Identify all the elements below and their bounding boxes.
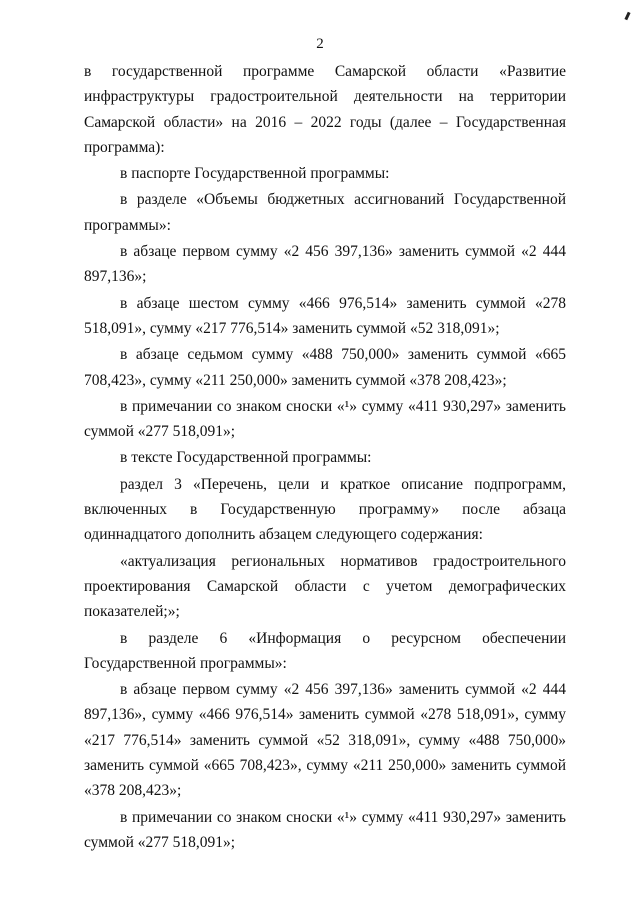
paragraph-seventh-abzac: в абзаце седьмом сумму «488 750,000» заменить суммой «665 708,423», сумму «211 250,000» заменить суммой «378 208,423»;	[84, 346, 566, 389]
paragraph-section-6-footnote: в примечании со знаком сноски «¹» сумму «411 930,297» заменить суммой «277 518,091»;	[84, 808, 566, 851]
paragraph-first-abzac: в абзаце первом сумму «2 456 397,136» заменить суммой «2 444 897,136»;	[84, 243, 566, 286]
paragraph-intro: в государственной программе Самарской области «Развитие инфраструктуры градостроительной деятельности на территории Самарской области» на 2016 – 2022 годы (далее – Государственная программа):	[84, 63, 566, 156]
paragraph-program-text: в тексте Государственной программы:	[120, 449, 372, 467]
paragraph-quote: «актуализация региональных нормативов градостроительного проектирования Самарской области с учетом демографических показателей;»;	[84, 552, 566, 621]
document-body	[84, 59, 566, 855]
paragraph-sixth-abzac: в абзаце шестом сумму «466 976,514» заменить суммой «278 518,091», сумму «217 776,514» заменить суммой «52 318,091»;	[84, 294, 566, 337]
scan-mark	[624, 12, 630, 21]
paragraph-section-6: в разделе 6 «Информация о ресурсном обеспечении Государственной программы»:	[84, 629, 566, 672]
paragraph-passport: в паспорте Государственной программы:	[120, 165, 390, 183]
page-number: 2	[316, 36, 324, 52]
paragraph-section-6-first-abzac: в абзаце первом сумму «2 456 397,136» заменить суммой «2 444 897,136», сумму «466 976,514» заменить суммой «278 518,091», сумму «217 776,514» заменить суммой «52 318,091», сумму «488 750,000» заменить суммой «665 708,423», сумму «211 250,000» заменить суммой «378 208,423»;	[84, 681, 566, 800]
paragraph-footnote-note: в примечании со знаком сноски «¹» сумму «411 930,297» заменить суммой «277 518,091»;	[84, 397, 566, 441]
paragraph-budget-section: в разделе «Объемы бюджетных ассигнований Государственной программы»:	[84, 191, 566, 234]
paragraph-section-3: раздел 3 «Перечень, цели и краткое описание подпрограмм, включенных в Государственную программу» после абзаца одиннадцатого дополнить абзацем следующего содержания:	[84, 475, 566, 544]
